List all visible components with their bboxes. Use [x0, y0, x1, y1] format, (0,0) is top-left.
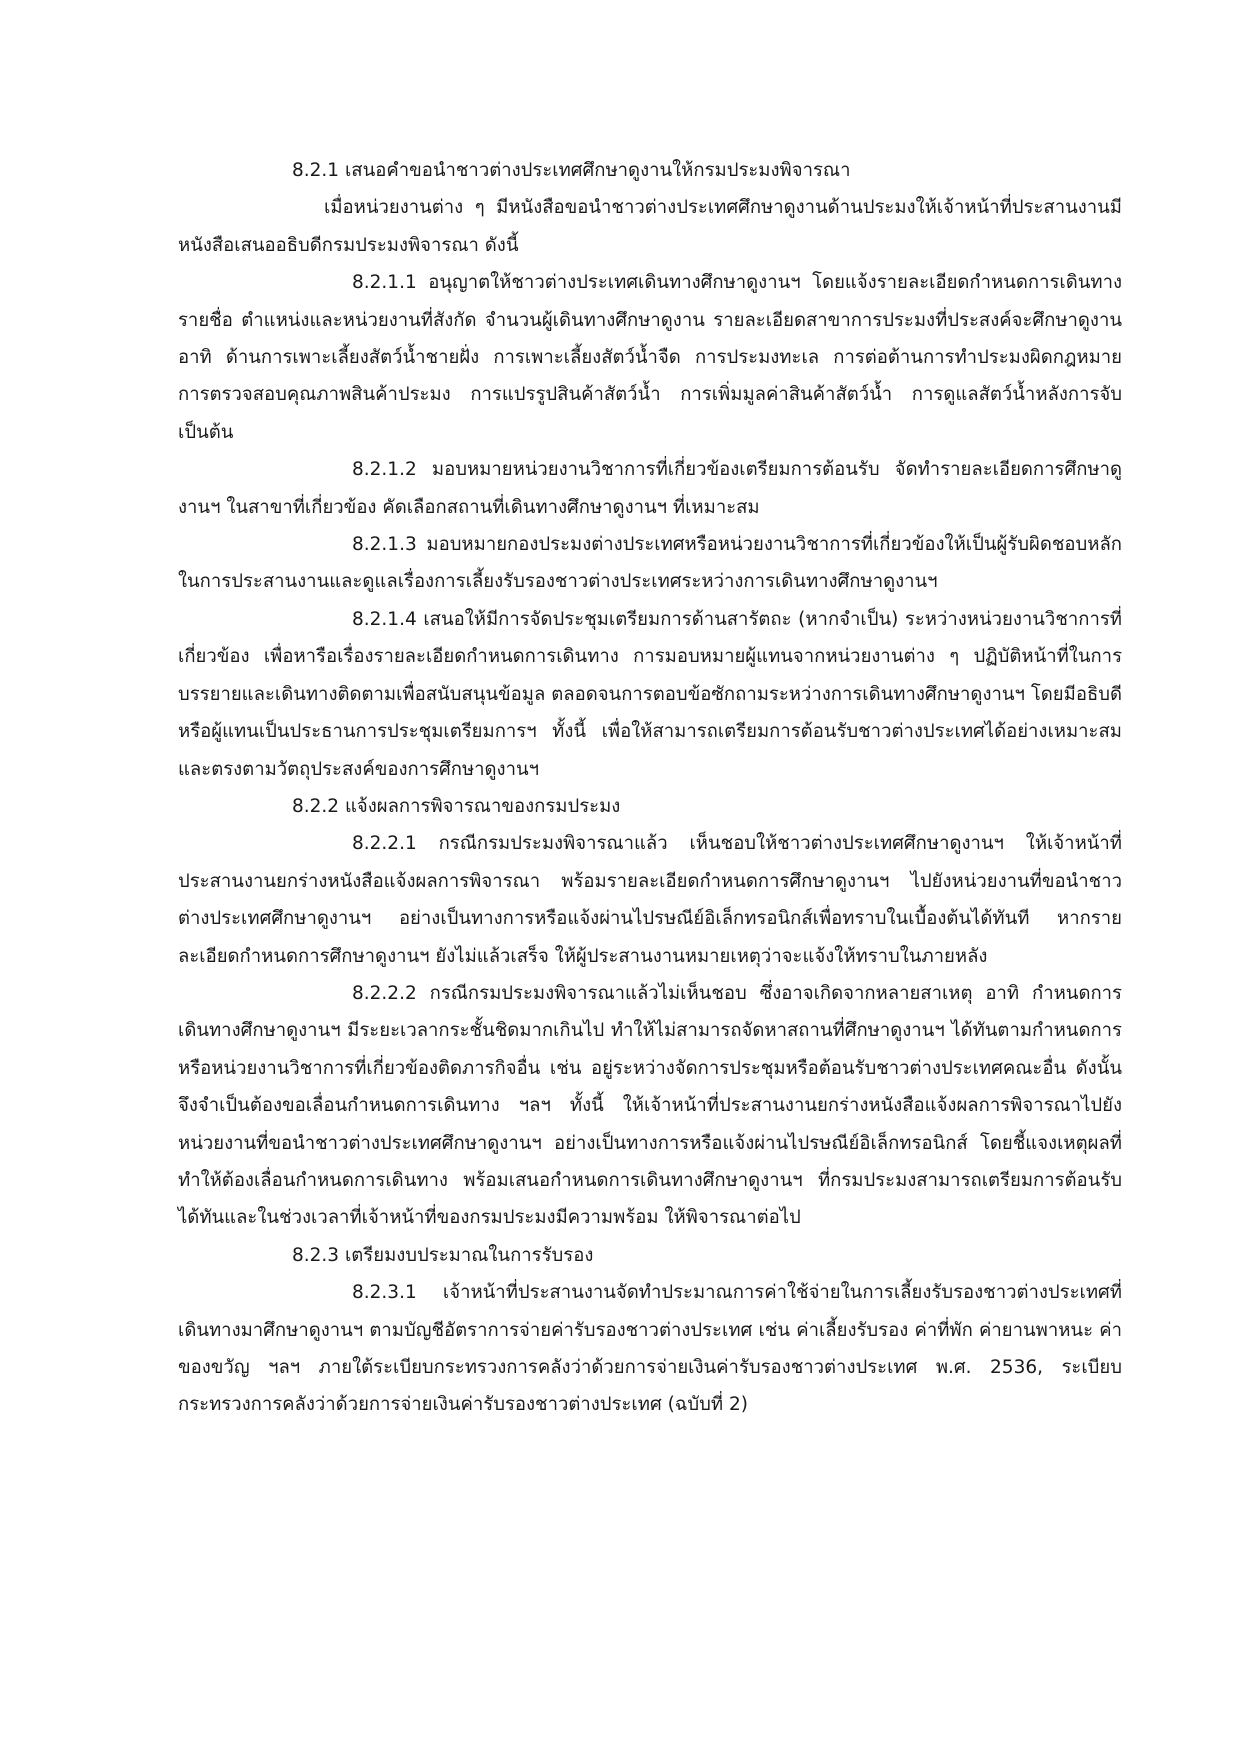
item-8-2-2-2: 8.2.2.2 กรณีกรมประมงพิจารณาแล้วไม่เห็นชอบ ซึ่งอาจเกิดจากหลายสาเหตุ อาทิ กำหนดการเดินทางศึกษาดูงานฯ มีระยะเวลากระชั้นชิดมากเกินไป ทำให้ไม่สามารถจัดหาสถานที่ศึกษาดูงานฯ ได้ทันตามกำหนดการหรือหน่วยงานวิชาการที่เกี่ยวข้องติดภารกิจอื่น เช่น อยู่ระหว่างจัดการประชุมหรือต้อนรับชาวต่างประเทศคณะอื่น ดังนั้น จึงจำเป็นต้องขอเลื่อนกำหนดการเดินทาง ฯลฯ ทั้งนี้ ให้เจ้าหน้าที่ประสานงานยกร่างหนังสือแจ้งผลการพิจารณาไปยังหน่วยงานที่ขอนำชาวต่างประเทศศึกษาดูงานฯ อย่างเป็นทางการหรือแจ้งผ่านไปรษณีย์อิเล็กทรอนิกส์ โดยชี้แจงเหตุผลที่ทำให้ต้องเลื่อนกำหนดการเดินทาง พร้อมเสนอกำหนดการเดินทางศึกษาดูงานฯ ที่กรมประมงสามารถเตรียมการต้อนรับได้ทันและในช่วงเวลาที่เจ้าหน้าที่ของกรมประมงมีความพร้อม ให้พิจารณาต่อไป: [178, 982, 1122, 1229]
section-heading-8-2-3: 8.2.3 เตรียมงบประมาณในการรับรอง: [292, 1244, 594, 1266]
section-heading-8-2-2: 8.2.2 แจ้งผลการพิจารณาของกรมประมง: [292, 795, 621, 817]
item-8-2-1-2: 8.2.1.2 มอบหมายหน่วยงานวิชาการที่เกี่ยวข้องเตรียมการต้อนรับ จัดทำรายละเอียดการศึกษาดูงานฯ ในสาขาที่เกี่ยวข้อง คัดเลือกสถานที่เดินทางศึกษาดูงานฯ ที่เหมาะสม: [178, 459, 1122, 518]
item-8-2-1-4: 8.2.1.4 เสนอให้มีการจัดประชุมเตรียมการด้านสารัตถะ (หากจำเป็น) ระหว่างหน่วยงานวิชาการที่เกี่ยวข้อง เพื่อหารือเรื่องรายละเอียดกำหนดการเดินทาง การมอบหมายผู้แทนจากหน่วยงานต่าง ๆ ปฏิบัติหน้าที่ในการบรรยายและเดินทางติดตามเพื่อสนับสนุนข้อมูล ตลอดจนการตอบข้อซักถามระหว่างการเดินทางศึกษาดูงานฯ โดยมีอธิบดีหรือผู้แทนเป็นประธานการประชุมเตรียมการฯ ทั้งนี้ เพื่อให้สามารถเตรียมการต้อนรับชาวต่างประเทศได้อย่างเหมาะสมและตรงตามวัตถุประสงค์ของการศึกษาดูงานฯ: [178, 608, 1122, 780]
section-heading-8-2-1: 8.2.1 เสนอคำขอนำชาวต่างประเทศศึกษาดูงานให้กรมประมงพิจารณา: [292, 160, 851, 181]
item-8-2-2-1: 8.2.2.1 กรณีกรมประมงพิจารณาแล้ว เห็นชอบให้ชาวต่างประเทศศึกษาดูงานฯ ให้เจ้าหน้าที่ประสานงานยกร่างหนังสือแจ้งผลการพิจารณา พร้อมรายละเอียดกำหนดการศึกษาดูงานฯ ไปยังหน่วยงานที่ขอนำชาวต่างประเทศศึกษาดูงานฯ อย่างเป็นทางการหรือแจ้งผ่านไปรษณีย์อิเล็กทรอนิกส์เพื่อทราบในเบื้องต้นได้ทันที หากรายละเอียดกำหนดการศึกษาดูงานฯ ยังไม่แล้วเสร็จ ให้ผู้ประสานงานหมายเหตุว่าจะแจ้งให้ทราบในภายหลัง: [178, 833, 1122, 967]
item-8-2-1-3: 8.2.1.3 มอบหมายกองประมงต่างประเทศหรือหน่วยงานวิชาการที่เกี่ยวข้องให้เป็นผู้รับผิดชอบหลักในการประสานงานและดูแลเรื่องการเลี้ยงรับรองชาวต่างประเทศระหว่างการเดินทางศึกษาดูงานฯ: [178, 534, 1122, 593]
section-intro-paragraph: เมื่อหน่วยงานต่าง ๆ มีหนังสือขอนำชาวต่างประเทศศึกษาดูงานด้านประมงให้เจ้าหน้าที่ประสานงานมีหนังสือเสนออธิบดีกรมประมงพิจารณา ดังนี้: [178, 197, 1122, 256]
item-8-2-3-1: 8.2.3.1 เจ้าหน้าที่ประสานงานจัดทำประมาณการค่าใช้จ่ายในการเลี้ยงรับรองชาวต่างประเทศที่เดินทางมาศึกษาดูงานฯ ตามบัญชีอัตราการจ่ายค่ารับรองชาวต่างประเทศ เช่น ค่าเลี้ยงรับรอง ค่าที่พัก ค่ายานพาหนะ ค่าของขวัญ ฯลฯ ภายใต้ระเบียบกระทรวงการคลังว่าด้วยการจ่ายเงินค่ารับรองชาวต่างประเทศ พ.ศ. 2536, ระเบียบกระทรวงการคลังว่าด้วยการจ่ายเงินค่ารับรองชาวต่างประเทศ (ฉบับที่ 2): [178, 1282, 1122, 1416]
item-8-2-1-1: 8.2.1.1 อนุญาตให้ชาวต่างประเทศเดินทางศึกษาดูงานฯ โดยแจ้งรายละเอียดกำหนดการเดินทาง รายชื่อ ตำแหน่งและหน่วยงานที่สังกัด จำนวนผู้เดินทางศึกษาดูงาน รายละเอียดสาขาการประมงที่ประสงค์จะศึกษาดูงาน อาทิ ด้านการเพาะเลี้ยงสัตว์น้ำชายฝั่ง การเพาะเลี้ยงสัตว์น้ำจืด การประมงทะเล การต่อต้านการทำประมงผิดกฎหมาย การตรวจสอบคุณภาพสินค้าประมง การแปรรูปสินค้าสัตว์น้ำ การเพิ่มมูลค่าสินค้าสัตว์น้ำ การดูแลสัตว์น้ำหลังการจับ เป็นต้น: [178, 272, 1122, 443]
document-body: [178, 152, 1122, 1424]
